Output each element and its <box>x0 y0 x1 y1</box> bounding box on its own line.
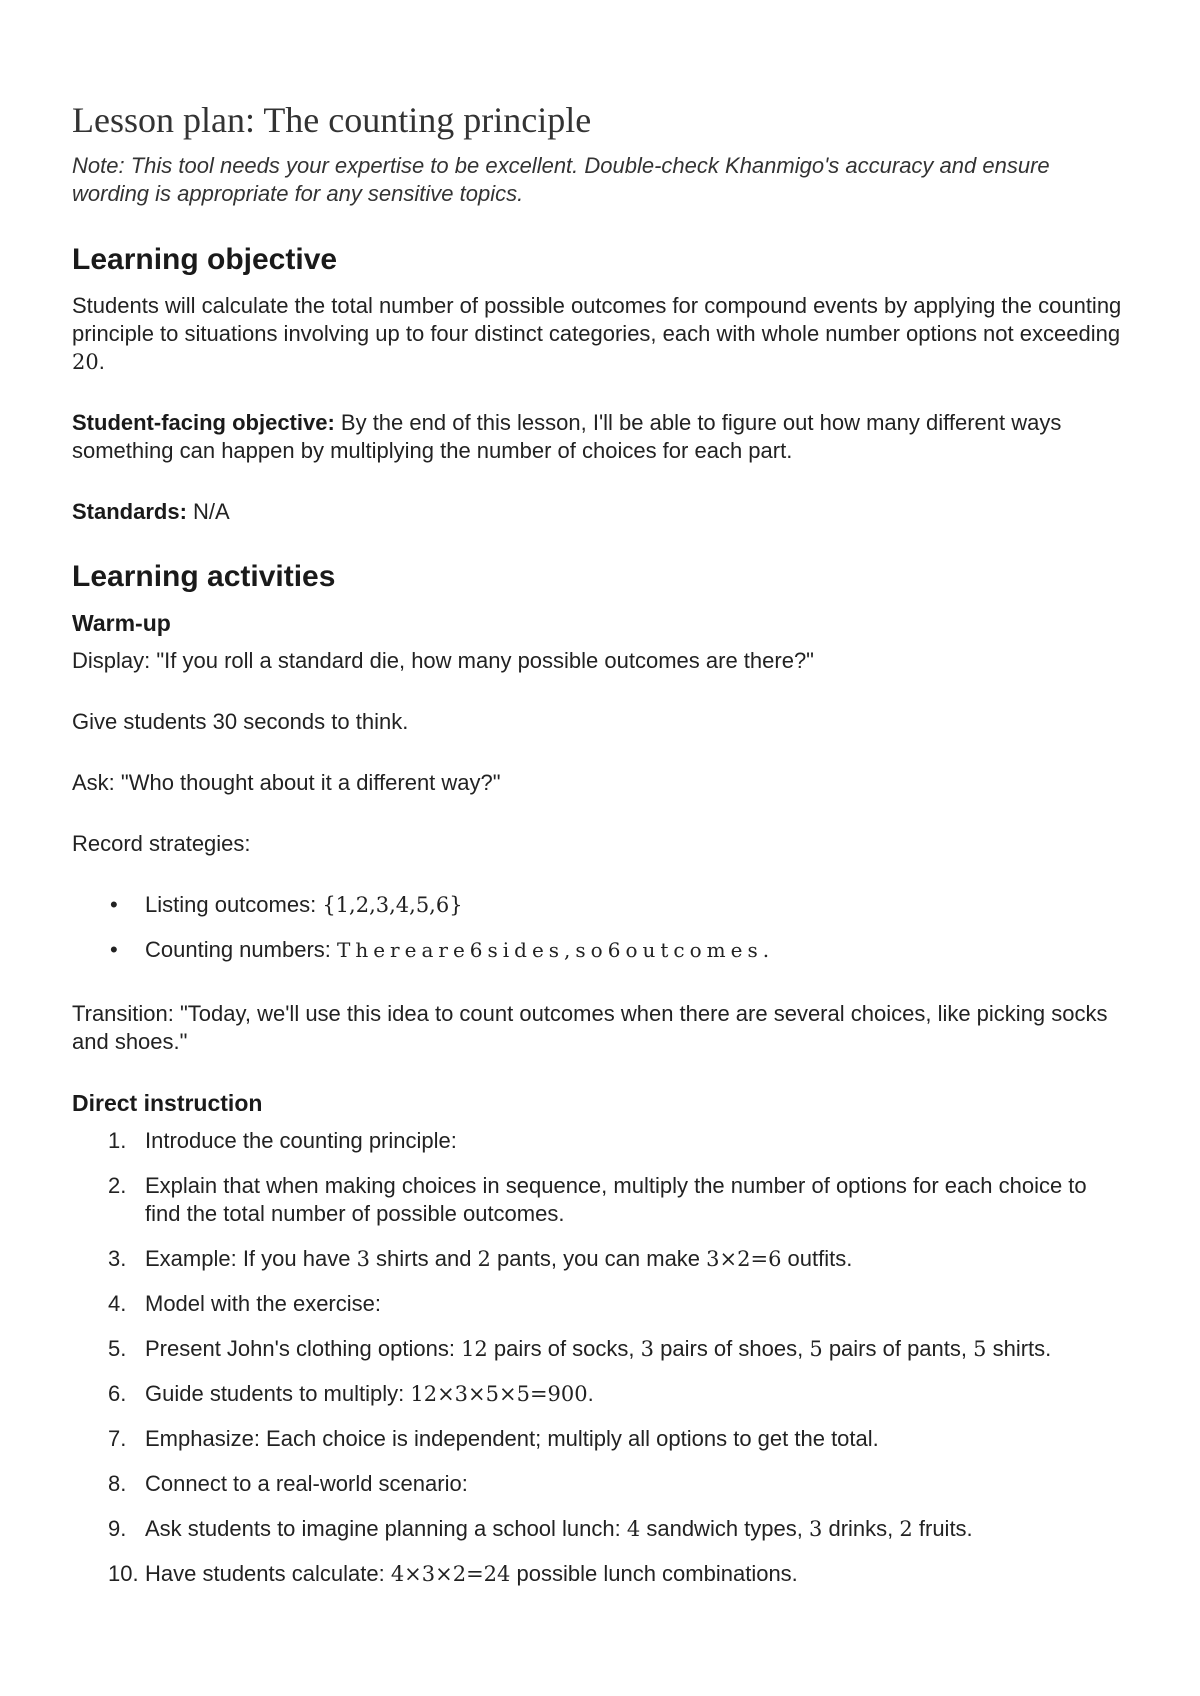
warmup-record: Record strategies: <box>72 831 251 856</box>
warmup-display: Display: "If you roll a standard die, how many possible outcomes are there?" <box>72 648 814 673</box>
list-item: 9. Ask students to imagine planning a school lunch: 4 sandwich types, 3 drinks, 2 fruits. <box>108 1516 973 1541</box>
list-item: 6. Guide students to multiply: 12×3×5×5=900. <box>108 1381 594 1406</box>
warmup-heading: Warm-up <box>72 610 171 636</box>
objective-text: Students will calculate the total number of possible outcomes for compound events by applying the counting principle to situations involving up to four distinct categories, each with whole number options not exceeding 20. <box>72 293 1122 374</box>
list-item: • Listing outcomes: {1,2,3,4,5,6} <box>72 891 1128 919</box>
list-item: 3. Example: If you have 3 shirts and 2 pants, you can make 3×2=6 outfits. <box>108 1246 853 1271</box>
list-item: 2. Explain that when making choices in sequence, multiply the number of options for each choice to find the total number of possible outcomes. <box>108 1173 1087 1226</box>
direct-instruction-heading: Direct instruction <box>72 1090 263 1116</box>
list-item: 7. Emphasize: Each choice is independent; multiply all options to get the total. <box>108 1426 879 1451</box>
list-item: 8. Connect to a real-world scenario: <box>108 1471 468 1496</box>
strategy-list <box>72 891 1128 964</box>
learning-objective-heading: Learning objective <box>72 243 338 276</box>
standards-line: Standards: N/A <box>72 499 230 524</box>
list-item: 10. Have students calculate: 4×3×2=24 possible lunch combinations. <box>108 1561 798 1586</box>
list-item: • Counting numbers: Thereare6sides,so6outcomes. <box>72 936 1128 964</box>
list-item: 4. Model with the exercise: <box>108 1291 381 1316</box>
list-item: 5. Present John's clothing options: 12 pairs of socks, 3 pairs of shoes, 5 pairs of pants, 5 shirts. <box>108 1336 1052 1361</box>
list-item: 1. Introduce the counting principle: <box>108 1128 457 1153</box>
warmup-transition: Transition: "Today, we'll use this idea to count outcomes when there are several choices, like picking socks and shoes." <box>72 1001 1108 1054</box>
warmup-think: Give students 30 seconds to think. <box>72 709 409 734</box>
student-facing-objective: Student-facing objective: By the end of this lesson, I'll be able to figure out how many different ways something can happen by multiplying the number of choices for each part. <box>72 410 1062 463</box>
disclaimer-note: Note: This tool needs your expertise to be excellent. Double-check Khanmigo's accuracy and ensure wording is appropriate for any sensitive topics. <box>72 153 1050 206</box>
learning-activities-heading: Learning activities <box>72 560 336 593</box>
instruction-steps <box>72 1127 1128 1588</box>
page-title: Lesson plan: The counting principle <box>72 100 592 140</box>
warmup-ask: Ask: "Who thought about it a different way?" <box>72 770 501 795</box>
